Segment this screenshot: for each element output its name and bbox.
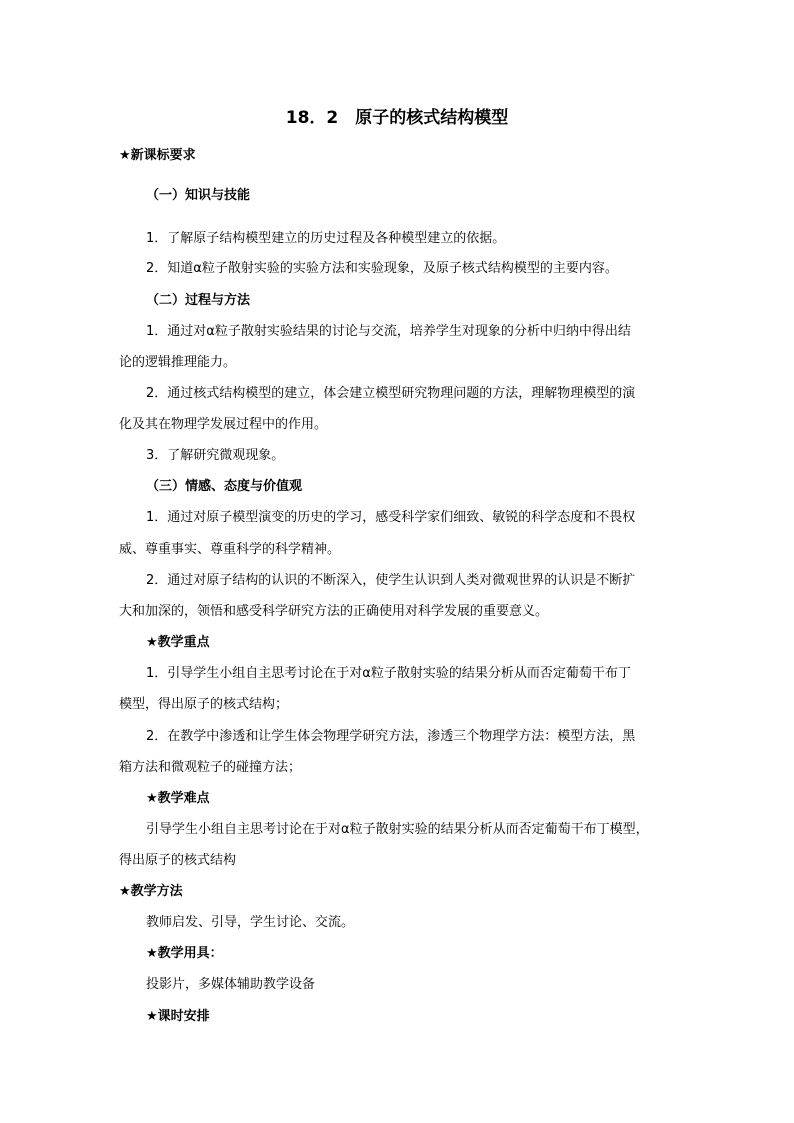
paragraph-line: 威、尊重事实、尊重科学的科学精神。 bbox=[119, 542, 341, 557]
heading-key-points: ★教学重点 bbox=[146, 635, 210, 650]
paragraph-line: 论的逻辑推理能力。 bbox=[119, 355, 237, 370]
heading-emotion: （三）情感、态度与价值观 bbox=[146, 479, 303, 494]
paragraph-line: 2．在教学中渗透和让学生体会物理学研究方法，渗透三个物理学方法：模型方法，黑 bbox=[146, 729, 636, 744]
paragraph-line: 1．了解原子结构模型建立的历史过程及各种模型建立的依据。 bbox=[146, 231, 506, 246]
paragraph-line: 1．引导学生小组自主思考讨论在于对α粒子散射实验的结果分析从而否定葡萄干布丁 bbox=[146, 666, 631, 681]
heading-knowledge: （一）知识与技能 bbox=[146, 188, 251, 203]
paragraph-line: 箱方法和微观粒子的碰撞方法； bbox=[119, 760, 302, 775]
heading-tools: ★教学用具： bbox=[146, 946, 223, 961]
paragraph-line: 2．知道α粒子散射实验的实验方法和实验现象，及原子核式结构模型的主要内容。 bbox=[146, 261, 618, 276]
paragraph-line: 模型，得出原子的核式结构； bbox=[119, 697, 289, 712]
paragraph-line: 1．通过对α粒子散射实验结果的讨论与交流，培养学生对现象的分析中归纳中得出结 bbox=[146, 324, 631, 339]
paragraph-line: 2．通过对原子结构的认识的不断深入，使学生认识到人类对微观世界的认识是不断扩 bbox=[146, 573, 636, 588]
paragraph-line: 化及其在物理学发展过程中的作用。 bbox=[119, 417, 328, 432]
paragraph-line: 引导学生小组自主思考讨论在于对α粒子散射实验的结果分析从而否定葡萄干布丁模型， bbox=[146, 822, 649, 837]
paragraph-line: 大和加深的，领悟和感受科学研究方法的正确使用对科学发展的重要意义。 bbox=[119, 604, 549, 619]
paragraph-line: 1．通过对原子模型演变的历史的学习，感受科学家们细致、敏锐的科学态度和不畏权 bbox=[146, 510, 636, 525]
page-title: 18．2 原子的核式结构模型 bbox=[285, 108, 509, 128]
heading-difficulty: ★教学难点 bbox=[146, 791, 210, 806]
paragraph-line: 教师启发、引导，学生讨论、交流。 bbox=[146, 915, 355, 930]
paragraph-line: 得出原子的核式结构 bbox=[119, 853, 237, 868]
heading-method: ★教学方法 bbox=[119, 884, 183, 899]
paragraph-line: 3．了解研究微观现象。 bbox=[146, 448, 285, 463]
paragraph-line: 2．通过核式结构模型的建立，体会建立模型研究物理问题的方法，理解物理模型的演 bbox=[146, 386, 636, 401]
heading-schedule: ★课时安排 bbox=[146, 1009, 210, 1024]
heading-new-standards: ★新课标要求 bbox=[119, 148, 196, 163]
heading-process: （二）过程与方法 bbox=[146, 293, 251, 308]
paragraph-line: 投影片，多媒体辅助教学设备 bbox=[146, 977, 316, 992]
